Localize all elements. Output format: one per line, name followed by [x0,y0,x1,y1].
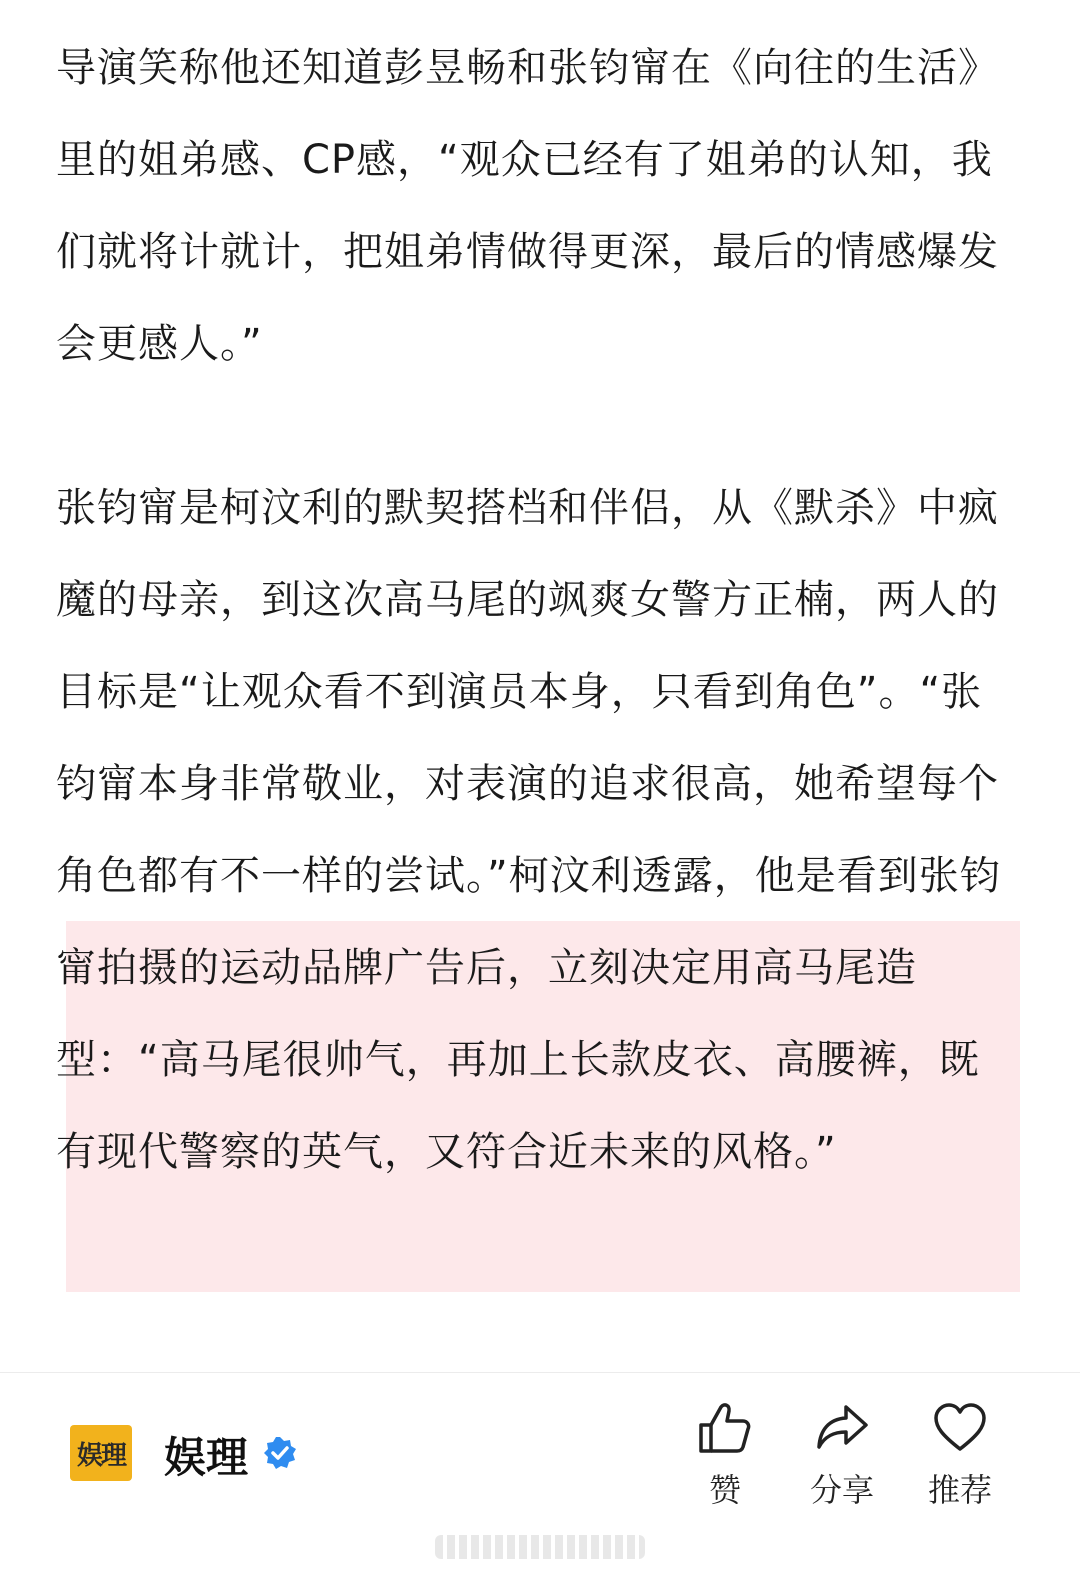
thumbs-up-icon [697,1401,753,1455]
recommend-button[interactable] [905,1401,1015,1511]
heart-icon [932,1401,988,1455]
share-label: 分享 [809,1471,874,1509]
share-arrow-icon [814,1401,870,1455]
like-label: 赞 [708,1471,741,1509]
share-button[interactable] [787,1401,897,1511]
article-paragraph-1: 导演笑称他还知道彭昱畅和张钧甯在《向往的生活》里的姐弟感、CP感，“观众已经有了姐弟的认知，我们就将计就计，把姐弟情做得更深，最后的情感爆发会更感人。” [56,45,999,367]
author-logo[interactable]: 娱理 [70,1425,132,1481]
recommend-label: 推荐 [927,1471,992,1509]
home-indicator [435,1535,645,1559]
like-button[interactable] [670,1401,780,1511]
article-paragraph-2: 张钧甯是柯汶利的默契搭档和伴侣，从《默杀》中疯魔的母亲，到这次高马尾的飒爽女警方正楠，两人的目标是“让观众看不到演员本身，只看到角色”。“张钧甯本身非常敬业，对表演的追求很高，她希望每个角色都有不一样的尝试。”柯汶利透露，他是看到张钧甯拍摄的运动品牌广告后，立刻决定用高马尾造型：“高马尾很帅气，再加上长款皮衣、高腰裤，既有现代警察的英气，又符合近未来的风格。” [56,485,1001,1175]
verified-badge-icon [262,1435,298,1471]
author-name[interactable]: 娱理 [164,1433,249,1482]
